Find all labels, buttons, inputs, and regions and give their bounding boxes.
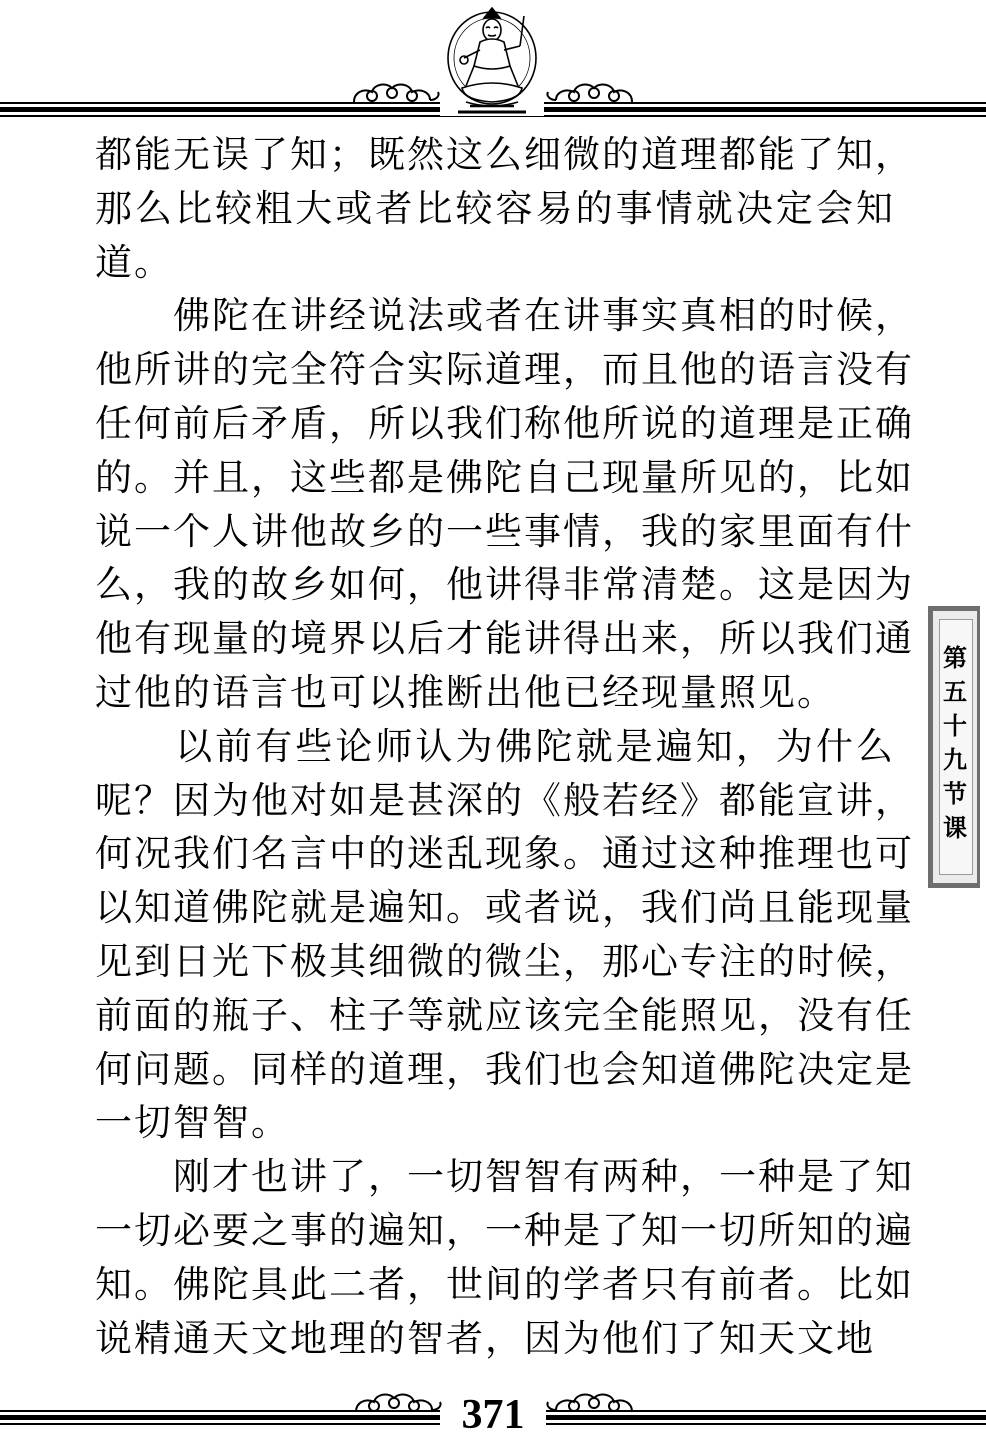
paragraph <box>95 720 914 1150</box>
page-header <box>0 0 986 130</box>
chapter-char: 节 <box>943 779 967 808</box>
text-line: 么，我的故乡如何，他讲得非常清楚。这是因为 <box>95 563 914 607</box>
text-line: 说一个人讲他故乡的一些事情，我的家里面有什 <box>95 509 914 553</box>
text-line: 道。 <box>95 240 173 284</box>
chapter-char: 第 <box>943 643 967 672</box>
text-line: 佛陀在讲经说法或者在讲事实真相的时候， <box>95 294 914 338</box>
text-line: 一切智智。 <box>95 1101 290 1145</box>
paragraph <box>95 128 914 289</box>
text-line: 他有现量的境界以后才能讲得出来，所以我们通 <box>95 617 914 661</box>
chapter-char: 十 <box>943 711 967 740</box>
chapter-label <box>933 641 977 845</box>
text-line: 那么比较粗大或者比较容易的事情就决定会知 <box>95 186 895 230</box>
text-line: 何问题。同样的道理，我们也会知道佛陀决定是 <box>95 1047 914 1091</box>
text-line: 刚才也讲了，一切智智有两种，一种是了知 <box>95 1155 914 1199</box>
text-line: 都能无误了知；既然这么细微的道理都能了知， <box>95 133 914 176</box>
text-line: 以前有些论师认为佛陀就是遍知，为什么 <box>95 724 895 768</box>
text-line: 呢？因为他对如是甚深的《般若经》都能宣讲， <box>95 778 914 822</box>
paragraph <box>95 1150 914 1365</box>
deity-figure-icon <box>440 6 544 116</box>
text-line: 的。并且，这些都是佛陀自己现量所见的，比如 <box>95 455 914 499</box>
cloud-ornament-icon <box>544 1390 636 1416</box>
text-line: 他所讲的完全符合实际道理，而且他的语言没有 <box>95 348 914 392</box>
text-line: 一切必要之事的遍知，一种是了知一切所知的遍 <box>95 1208 914 1252</box>
cloud-ornament-icon <box>350 80 442 106</box>
chapter-side-tab <box>928 606 980 888</box>
text-line: 说精通天文地理的智者，因为他们了知天文地 <box>95 1316 875 1360</box>
chapter-char: 课 <box>943 813 967 842</box>
chapter-char: 五 <box>943 677 967 706</box>
page-number: 371 <box>461 1392 525 1438</box>
paragraph <box>95 289 914 719</box>
cloud-ornament-icon <box>352 1390 444 1416</box>
text-line: 以知道佛陀就是遍知。或者说，我们尚且能现量 <box>95 886 914 930</box>
text-line: 前面的瓶子、柱子等就应该完全能照见，没有任 <box>95 993 914 1037</box>
body-text <box>95 128 914 1365</box>
chapter-char: 九 <box>943 745 967 774</box>
cloud-ornament-icon <box>544 80 636 106</box>
text-line: 任何前后矛盾，所以我们称他所说的道理是正确 <box>95 401 914 445</box>
text-line: 何况我们名言中的迷乱现象。通过这种推理也可 <box>95 832 914 876</box>
text-line: 过他的语言也可以推断出他已经现量照见。 <box>95 670 836 714</box>
text-line: 见到日光下极其细微的微尘，那心专注的时候， <box>95 939 914 983</box>
text-line: 知。佛陀具此二者，世间的学者只有前者。比如 <box>95 1262 914 1306</box>
